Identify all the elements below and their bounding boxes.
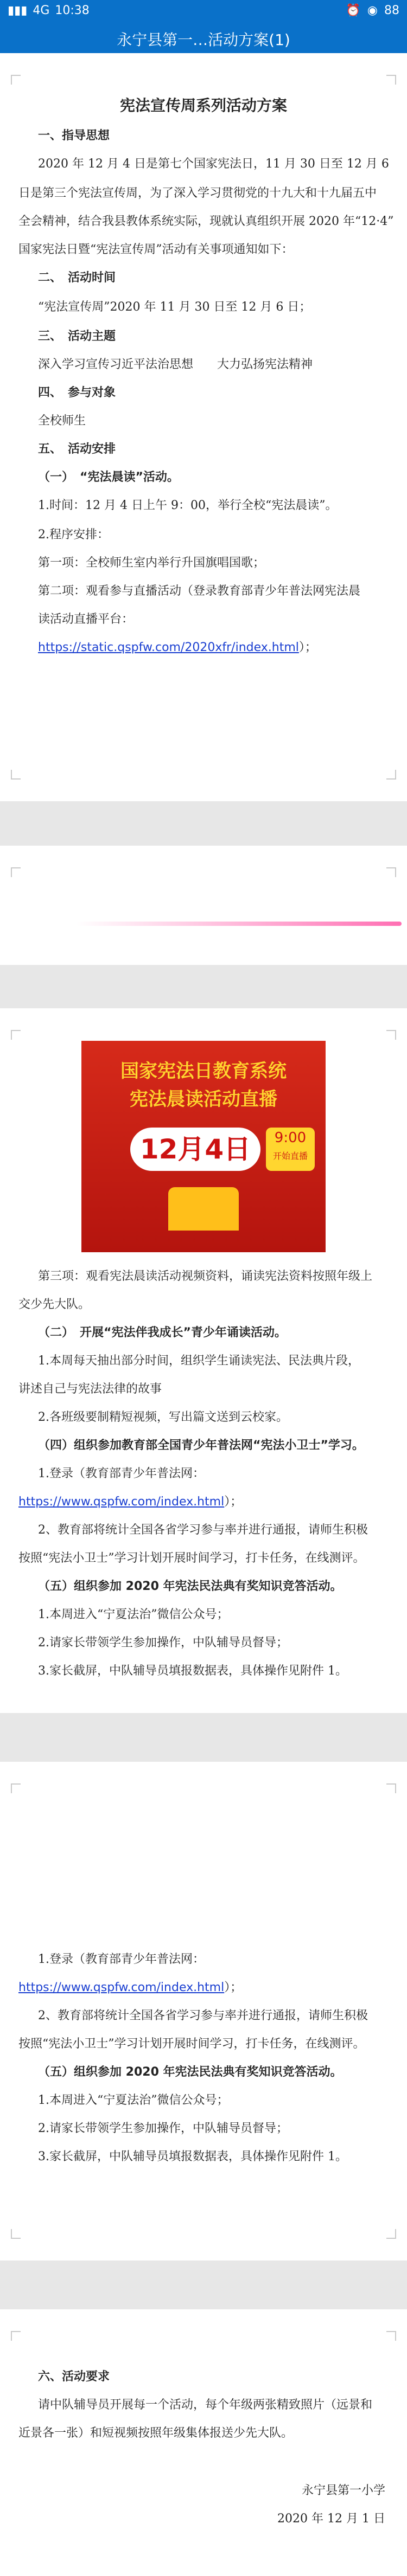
page-corner-mark bbox=[386, 1783, 396, 1793]
paragraph-line: 请中队辅导员开展每一个活动，每个年级两张精致照片（远景和 bbox=[38, 2398, 373, 2412]
paragraph-line: 1.本周每天抽出部分时间，组织学生诵读宪法、民法典片段， bbox=[38, 1354, 360, 1368]
link-tail: ）； bbox=[224, 1981, 243, 1994]
live-broadcast-banner bbox=[81, 1041, 326, 1252]
page-corner-mark bbox=[11, 1030, 21, 1040]
section-heading: 二、 活动时间 bbox=[38, 271, 116, 285]
wifi-icon: ◉ bbox=[367, 4, 378, 17]
paragraph-line: 2020 年 12 月 4 日是第七个国家宪法日，11 月 30 日至 12 月 6 bbox=[38, 157, 389, 171]
subsection-heading: （一） “宪法晨读”活动。 bbox=[38, 471, 179, 484]
section-heading: 三、 活动主题 bbox=[38, 330, 116, 343]
network-label: 4G bbox=[33, 4, 50, 17]
paragraph-line: 按照“宪法小卫士”学习计划开展时间学习，打卡任务，在线测评。 bbox=[18, 1551, 365, 1565]
battery-level: 88 bbox=[384, 4, 399, 17]
paragraph-line: 2.程序安排： bbox=[38, 528, 109, 542]
paragraph-line: 1.登录（教育部青少年普法网： bbox=[38, 1467, 205, 1480]
page-corner-mark bbox=[11, 770, 21, 780]
document-page-5 bbox=[0, 2309, 407, 2576]
paragraph-line: 国家宪法日暨“宪法宣传周”活动有关事项通知如下： bbox=[18, 243, 294, 256]
paragraph-line: 读活动直播平台： bbox=[38, 613, 134, 626]
paragraph-line: 2.请家长带领学生参加操作，中队辅导员督导； bbox=[38, 1636, 288, 1650]
decorative-divider bbox=[76, 922, 402, 926]
paragraph-line: 深入学习宣传习近平法治思想 大力弘扬宪法精神 bbox=[38, 358, 313, 371]
banner-title: 国家宪法日教育系统 bbox=[120, 1060, 287, 1082]
section-heading: 四、 参与对象 bbox=[38, 386, 116, 400]
status-bar bbox=[0, 0, 407, 22]
banner-time: 9:00 bbox=[274, 1130, 307, 1146]
page-corner-mark bbox=[11, 2331, 21, 2341]
banner-subtitle: 宪法晨读活动直播 bbox=[130, 1089, 277, 1110]
page-corner-mark bbox=[386, 2229, 396, 2239]
subsection-heading: （二） 开展“宪法伴我成长”青少年诵读活动。 bbox=[38, 1326, 287, 1339]
paragraph-line: “宪法宣传周”2020 年 11 月 30 日至 12 月 6 日； bbox=[38, 300, 311, 314]
document-page-3 bbox=[0, 1008, 407, 1713]
paragraph-line: 3.家长截屏，中队辅导员填报数据表，具体操作见附件 1。 bbox=[38, 2150, 347, 2163]
paragraph-line: 日是第三个宪法宣传周，为了深入学习贯彻党的十九大和十九届五中 bbox=[18, 186, 377, 200]
document-page-1 bbox=[0, 53, 407, 801]
paragraph-line: 讲述自己与宪法法律的故事 bbox=[18, 1382, 162, 1396]
section-heading: 五、 活动安排 bbox=[38, 442, 116, 456]
document-page-4 bbox=[0, 1762, 407, 2261]
page-corner-mark bbox=[386, 2331, 396, 2341]
banner-time-sub: 开始直播 bbox=[272, 1151, 308, 1161]
alarm-icon: ⏰ bbox=[346, 4, 361, 17]
page-title: 宪法宣传周系列活动方案 bbox=[119, 96, 287, 114]
page-corner-mark bbox=[11, 867, 21, 877]
qspfw-link[interactable]: https://www.qspfw.com/index.html bbox=[18, 1981, 225, 1994]
page-corner-mark bbox=[11, 2229, 21, 2239]
link-line bbox=[18, 1980, 242, 1996]
banner-time-box bbox=[266, 1128, 315, 1171]
subsection-heading: （五）组织参加 2020 年宪法民法典有奖知识竞答活动。 bbox=[38, 2065, 342, 2079]
page-corner-mark bbox=[11, 1783, 21, 1793]
paragraph-line: 1.时间：12 月 4 日上午 9：00，举行全校“宪法晨读”。 bbox=[38, 499, 338, 512]
link-tail: ）； bbox=[298, 641, 317, 654]
paragraph-line: 第三项：观看宪法晨读活动视频资料，诵读宪法资料按照年级上 bbox=[38, 1270, 373, 1283]
signature-org: 永宁县第一小学 bbox=[301, 2484, 385, 2497]
signal-icon: ▮▮▮ bbox=[8, 4, 28, 17]
subsection-heading: （五）组织参加 2020 年宪法民法典有奖知识竞答活动。 bbox=[38, 1580, 342, 1593]
banner-date: 12月4日 bbox=[130, 1128, 260, 1171]
page-corner-mark bbox=[386, 770, 396, 780]
link-line bbox=[18, 1494, 242, 1510]
link-line bbox=[38, 640, 317, 656]
paragraph-line: 第二项：观看参与直播活动（登录教育部青少年普法网宪法晨 bbox=[38, 584, 361, 598]
subsection-heading: （四）组织参加教育部全国青少年普法网“宪法小卫士”学习。 bbox=[38, 1439, 364, 1452]
paragraph-line: 1.登录（教育部青少年普法网： bbox=[38, 1953, 205, 1966]
paragraph-line: 1.本周进入“宁夏法治”微信公众号； bbox=[38, 1608, 229, 1621]
paragraph-line: 1.本周进入“宁夏法治”微信公众号； bbox=[38, 2094, 229, 2107]
paragraph-line: 近景各一张）和短视频按照年级集体报送少先大队。 bbox=[18, 2426, 294, 2440]
section-heading: 一、指导思想 bbox=[38, 129, 110, 143]
link-tail: ）； bbox=[224, 1495, 243, 1509]
page-corner-mark bbox=[386, 75, 396, 85]
document-page-2 bbox=[0, 846, 407, 965]
qspfw-static-link[interactable]: https://static.qspfw.com/2020xfr/index.html bbox=[38, 641, 299, 654]
app-bar bbox=[0, 22, 407, 53]
paragraph-line: 2、教育部将统计全国各省学习参与率并进行通报，请师生积极 bbox=[38, 1523, 368, 1537]
paragraph-line: 2.请家长带领学生参加操作，中队辅导员督导； bbox=[38, 2122, 288, 2135]
paragraph-line: 全会精神，结合我县教体系统实际，现就认真组织开展 2020 年“12·4” bbox=[18, 215, 394, 228]
page-corner-mark bbox=[386, 867, 396, 877]
qspfw-link[interactable]: https://www.qspfw.com/index.html bbox=[18, 1495, 225, 1509]
paragraph-line: 2、教育部将统计全国各省学习参与率并进行通报，请师生积极 bbox=[38, 2009, 368, 2023]
document-title: 永宁县第一…活动方案(1) bbox=[117, 31, 290, 49]
paragraph-line: 3.家长截屏，中队辅导员填报数据表，具体操作见附件 1。 bbox=[38, 1664, 347, 1678]
paragraph-line: 按照“宪法小卫士”学习计划开展时间学习，打卡任务，在线测评。 bbox=[18, 2037, 365, 2051]
paragraph-line: 交少先大队。 bbox=[18, 1298, 91, 1311]
signature-date: 2020 年 12 月 1 日 bbox=[277, 2512, 385, 2526]
paragraph-line: 全校师生 bbox=[38, 414, 86, 428]
paragraph-line: 第一项：全校师生室内举行升国旗唱国歌； bbox=[38, 556, 265, 570]
tiananmen-illustration bbox=[168, 1187, 239, 1231]
page-corner-mark bbox=[11, 75, 21, 85]
page-corner-mark bbox=[386, 1030, 396, 1040]
section-heading: 六、活动要求 bbox=[38, 2370, 110, 2384]
paragraph-line: 2.各班级要制精短视频，写出篇文送到云校家。 bbox=[38, 1411, 288, 1424]
clock: 10:38 bbox=[55, 4, 90, 17]
